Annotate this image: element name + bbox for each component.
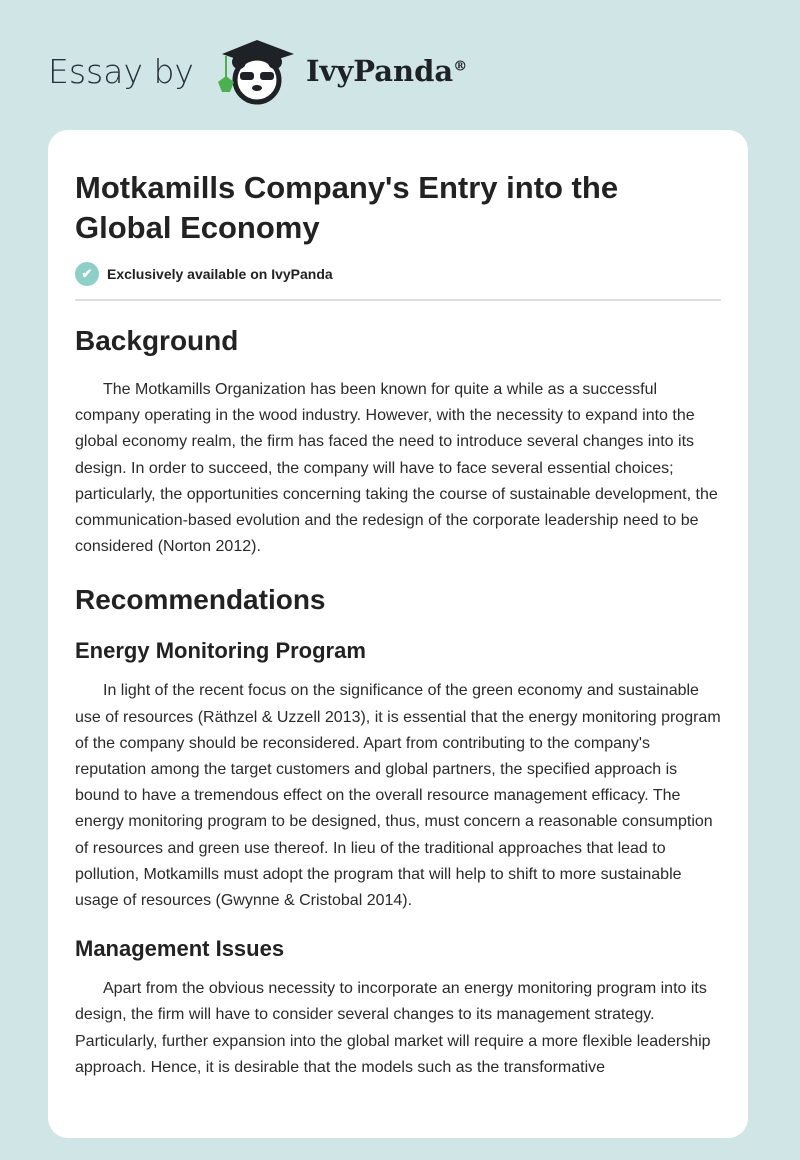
paragraph: Apart from the obvious necessity to incorporate an energy monitoring program into its design, the firm will have to consider several changes to its management strategy. Particularly, further expansion into the global market will require a more flexible leadership approach. Hence, it is desirable that the models such as the transformative [75,980,711,1076]
paragraph: In light of the recent focus on the significance of the green economy and sustainable use of resources (Räthzel & Uzzell 2013), it is essential that the energy monitoring program of the company should be reconsidered. Apart from contributing to the company's reputation among the target customers and global partners, the specified approach is bound to have a tremendous effect on the overall resource management efficacy. The energy monitoring program to be designed, thus, must concern a reasonable consumption of resources and green use thereof. In lieu of the traditional approaches that lead to pollution, Motkamills must adopt the program that will help to shift to more sustainable usage of resources (Gwynne & Cristobal 2014). [75,682,721,910]
subsection-heading: Management Issues [75,936,285,962]
badge-text: Exclusively available on IvyPanda [107,266,333,282]
check-icon: ✔ [75,262,99,286]
ivypanda-brand[interactable] [306,54,467,88]
registered-mark: ® [453,58,468,75]
subsection-heading: Energy Monitoring Program [75,638,366,664]
section-heading: Recommendations [75,584,326,616]
site-header [48,36,467,106]
essay-card [48,130,748,1138]
ivypanda-logo-icon[interactable] [212,36,302,106]
paragraph: The Motkamills Organization has been known for quite a while as a successful company operating in the wood industry. However, with the necessity to expand into the global economy realm, the firm has faced the need to introduce several changes into its design. In order to succeed, the company will have to face several essential choices; particularly, the opportunities concerning taking the course of sustainable development, the communication-based evolution and the redesign of the corporate leadership need to be considered (Norton 2012). [75,381,718,556]
section-heading: Background [75,325,239,356]
divider [75,299,721,301]
essay-title: Motkamills Company's Entry into the Global Economy [75,170,619,245]
exclusive-badge [75,262,721,286]
essay-by-label: Essay by [48,51,194,91]
brand-name: IvyPanda [305,54,454,88]
